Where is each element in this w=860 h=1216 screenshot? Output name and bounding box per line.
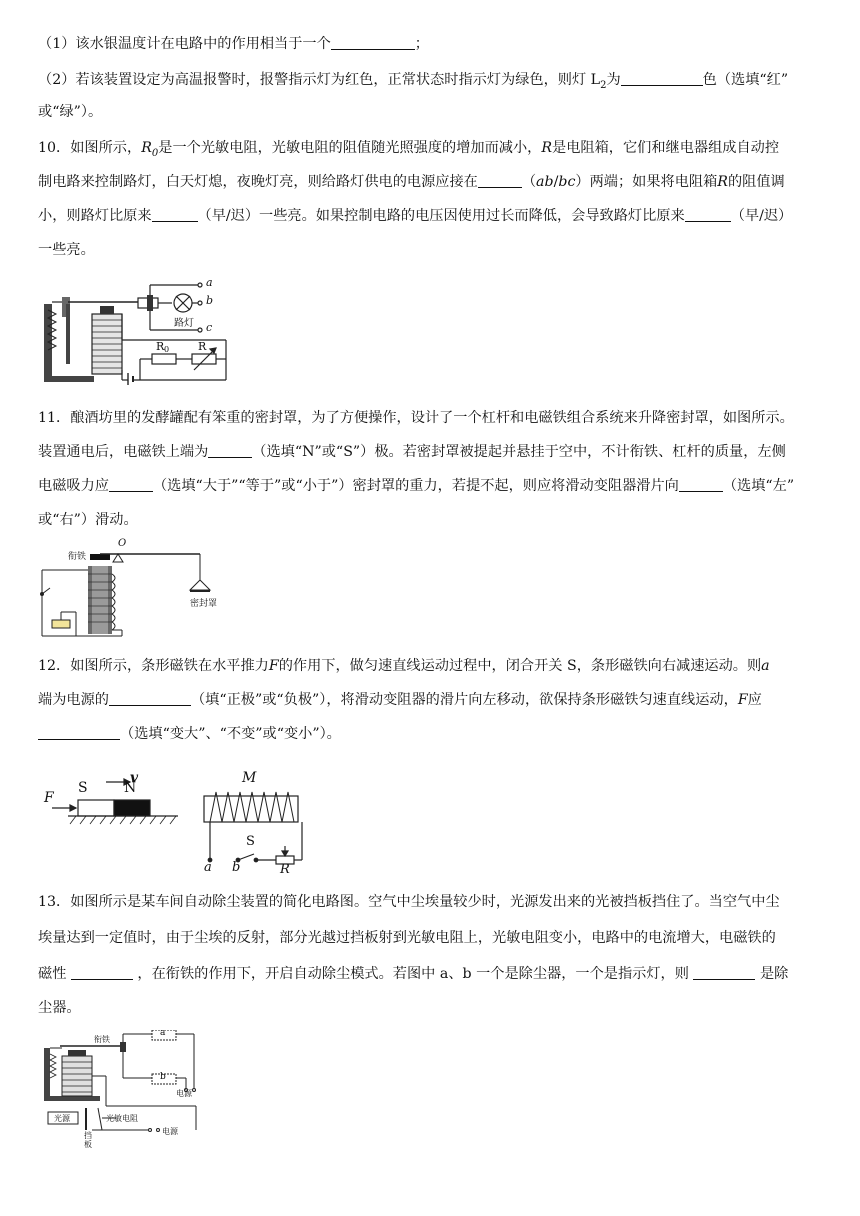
text-span: 应 <box>747 692 762 708</box>
text-span: R <box>717 174 728 190</box>
text-span: （早/迟） <box>730 208 793 224</box>
text-span: 路灯 <box>174 318 194 329</box>
text-span: 或“绿”）。 <box>38 104 103 120</box>
q13-line3 <box>38 964 788 984</box>
answer-blank[interactable] <box>478 173 522 188</box>
text-span: R <box>280 862 290 877</box>
text-span: a <box>206 276 213 289</box>
answer-blank[interactable] <box>208 443 252 458</box>
q12-magnet-solenoid-figure <box>40 766 320 878</box>
answer-blank[interactable] <box>38 725 120 740</box>
q13-line2 <box>38 928 776 948</box>
q13-line4 <box>38 998 81 1018</box>
answer-blank[interactable] <box>71 965 133 980</box>
text-span: 装置通电后，电磁铁上端为 <box>38 444 209 460</box>
text-span: ）两端；如果将电阻箱 <box>575 174 718 190</box>
q11-line4 <box>38 510 138 530</box>
text-span: 2 <box>600 79 607 91</box>
terminal-c <box>198 328 202 332</box>
text-span: 端为电源的 <box>38 692 109 708</box>
answer-blank[interactable] <box>621 71 703 86</box>
text-span: M <box>242 770 257 786</box>
text-span: （选填“N”或“S”）极。若密封罩被提起并悬挂于空中，不计衔铁、杠杆的质量，左侧 <box>252 444 786 460</box>
text-span: 衔铁 <box>94 1035 110 1044</box>
text-span: F <box>737 692 748 708</box>
terminal-b <box>198 301 202 305</box>
q12-line2 <box>38 690 762 710</box>
text-span: 挡 <box>84 1131 92 1140</box>
text-span: N <box>124 780 137 796</box>
text-span: （早/迟）一些亮。如果控制电路的电压因使用过长而降低，会导致路灯比原来 <box>197 208 685 224</box>
text-span: 11．酿酒坊里的发酵罐配有笨重的密封罩，为了方便操作，设计了一个杠杆和电磁铁组合系统来升降密封罩，如图所示。 <box>38 410 794 426</box>
text-span: / <box>553 174 559 190</box>
text-span: （选填“变大”、“不变”或“变小”）。 <box>120 726 341 742</box>
text-span: 是电阻箱，它们和继电器组成自动控 <box>552 140 780 156</box>
text-span: 埃量达到一定值时，由于尘埃的反射，部分光越过挡板射到光敏电阻上，光敏电阻变小，电路中的电流增大，电磁铁的 <box>38 930 776 946</box>
text-span: （1）该水银温度计在电路中的作用相当于一个 <box>38 36 331 52</box>
text-span: 12．如图所示，条形磁铁在水平推力 <box>38 658 269 674</box>
text-span: 10．如图所示， <box>38 140 142 156</box>
q11-line2 <box>38 442 786 462</box>
text-span: （选填“左” <box>722 478 795 494</box>
text-span: 或“右”）滑动。 <box>38 512 138 528</box>
text-span: （2）若该装置设定为高温报警时，报警指示灯为红色，正常状态时指示灯为绿色，则灯 L <box>38 72 601 88</box>
q12-line1 <box>38 656 770 676</box>
text-span: bc <box>558 174 576 190</box>
q9-part2 <box>38 70 788 96</box>
text-span: 电磁吸力应 <box>38 478 109 494</box>
text-span: 0 <box>151 147 159 159</box>
answer-blank[interactable] <box>679 477 723 492</box>
q9-part2-cont <box>38 102 102 122</box>
text-span: a <box>204 860 212 875</box>
answer-blank[interactable] <box>685 207 731 222</box>
q11-lever-electromagnet-figure <box>40 538 220 639</box>
text-span: O <box>118 538 127 549</box>
text-span: R <box>541 140 553 156</box>
text-span: 电源 <box>176 1089 192 1098</box>
text-span: b <box>206 294 214 307</box>
answer-blank[interactable] <box>109 691 191 706</box>
text-span: ab <box>536 174 554 190</box>
text-span: 为 <box>606 72 621 88</box>
answer-blank[interactable] <box>331 35 415 50</box>
text-span: 光敏电阻 <box>106 1114 138 1123</box>
q10-line3 <box>38 206 792 226</box>
answer-blank[interactable] <box>693 965 755 980</box>
text-span: b <box>232 860 241 875</box>
text-span: 板 <box>84 1140 92 1149</box>
text-span: F <box>44 790 54 806</box>
text-span: R <box>141 140 152 156</box>
q12-line3 <box>38 724 341 744</box>
text-span: v <box>130 770 139 786</box>
text-span: R <box>198 340 207 353</box>
text-span: 的作用下，做匀速直线运动过程中，闭合开关 S，条形磁铁向右减速运动。则 <box>278 658 762 674</box>
text-span: 是一个光敏电阻，光敏电阻的阻值随光照强度的增加而减小， <box>158 140 542 156</box>
text-span: 密封罩 <box>190 599 218 609</box>
text-span: a <box>160 1028 166 1038</box>
terminal-a <box>198 283 202 287</box>
q10-line2 <box>38 172 785 192</box>
text-span: R <box>156 340 165 353</box>
q10-line4 <box>38 240 95 260</box>
text-span: b <box>160 1072 166 1082</box>
text-span: ，在衔铁的作用下，开启自动除尘模式。若图中 a、b 一个是除尘器，一个是指示灯，则 <box>137 966 689 982</box>
text-span: 磁性 <box>38 966 67 982</box>
q11-line3 <box>38 476 794 496</box>
text-span: 制电路来控制路灯，白天灯熄，夜晚灯亮，则给路灯供电的电源应接在 <box>38 174 478 190</box>
text-span: 是除 <box>759 966 789 982</box>
text-span: 尘器。 <box>38 1000 81 1016</box>
q11-line1 <box>38 408 794 428</box>
text-span: （ <box>521 174 537 190</box>
text-span: S <box>246 834 255 849</box>
text-span: 的阻值调 <box>727 174 785 190</box>
text-span: F <box>268 658 279 674</box>
q13-line1 <box>38 892 780 912</box>
text-span: （填“正极”或“负极”），将滑动变阻器的滑片向左移动，欲保持条形磁铁匀速直线运动， <box>190 692 738 708</box>
answer-blank[interactable] <box>109 477 153 492</box>
text-span: 电源 <box>162 1127 178 1136</box>
text-span: 0 <box>164 345 170 354</box>
text-span: c <box>206 321 213 334</box>
q10-line1 <box>38 138 779 164</box>
text-span: ； <box>414 36 429 52</box>
answer-blank[interactable] <box>152 207 198 222</box>
text-span: 小，则路灯比原来 <box>38 208 152 224</box>
text-span: 衔铁 <box>68 552 87 562</box>
text-span: 光源 <box>54 1114 70 1123</box>
q10-relay-circuit-figure <box>40 276 230 385</box>
q13-dust-removal-circuit-figure <box>40 1030 210 1150</box>
text-span: S <box>78 780 88 796</box>
text-span: （选填“大于”“等于”或“小于”）密封罩的重力，若提不起，则应将滑动变阻器滑片向 <box>152 478 679 494</box>
text-span: 一些亮。 <box>38 242 95 258</box>
text-span: 13．如图所示是某车间自动除尘装置的简化电路图。空气中尘埃量较少时，光源发出来的光被挡板挡住了。当空气中尘 <box>38 894 780 910</box>
text-span: a <box>761 658 770 674</box>
q9-part1 <box>38 34 429 54</box>
text-span: 色（选填“红” <box>702 72 789 88</box>
